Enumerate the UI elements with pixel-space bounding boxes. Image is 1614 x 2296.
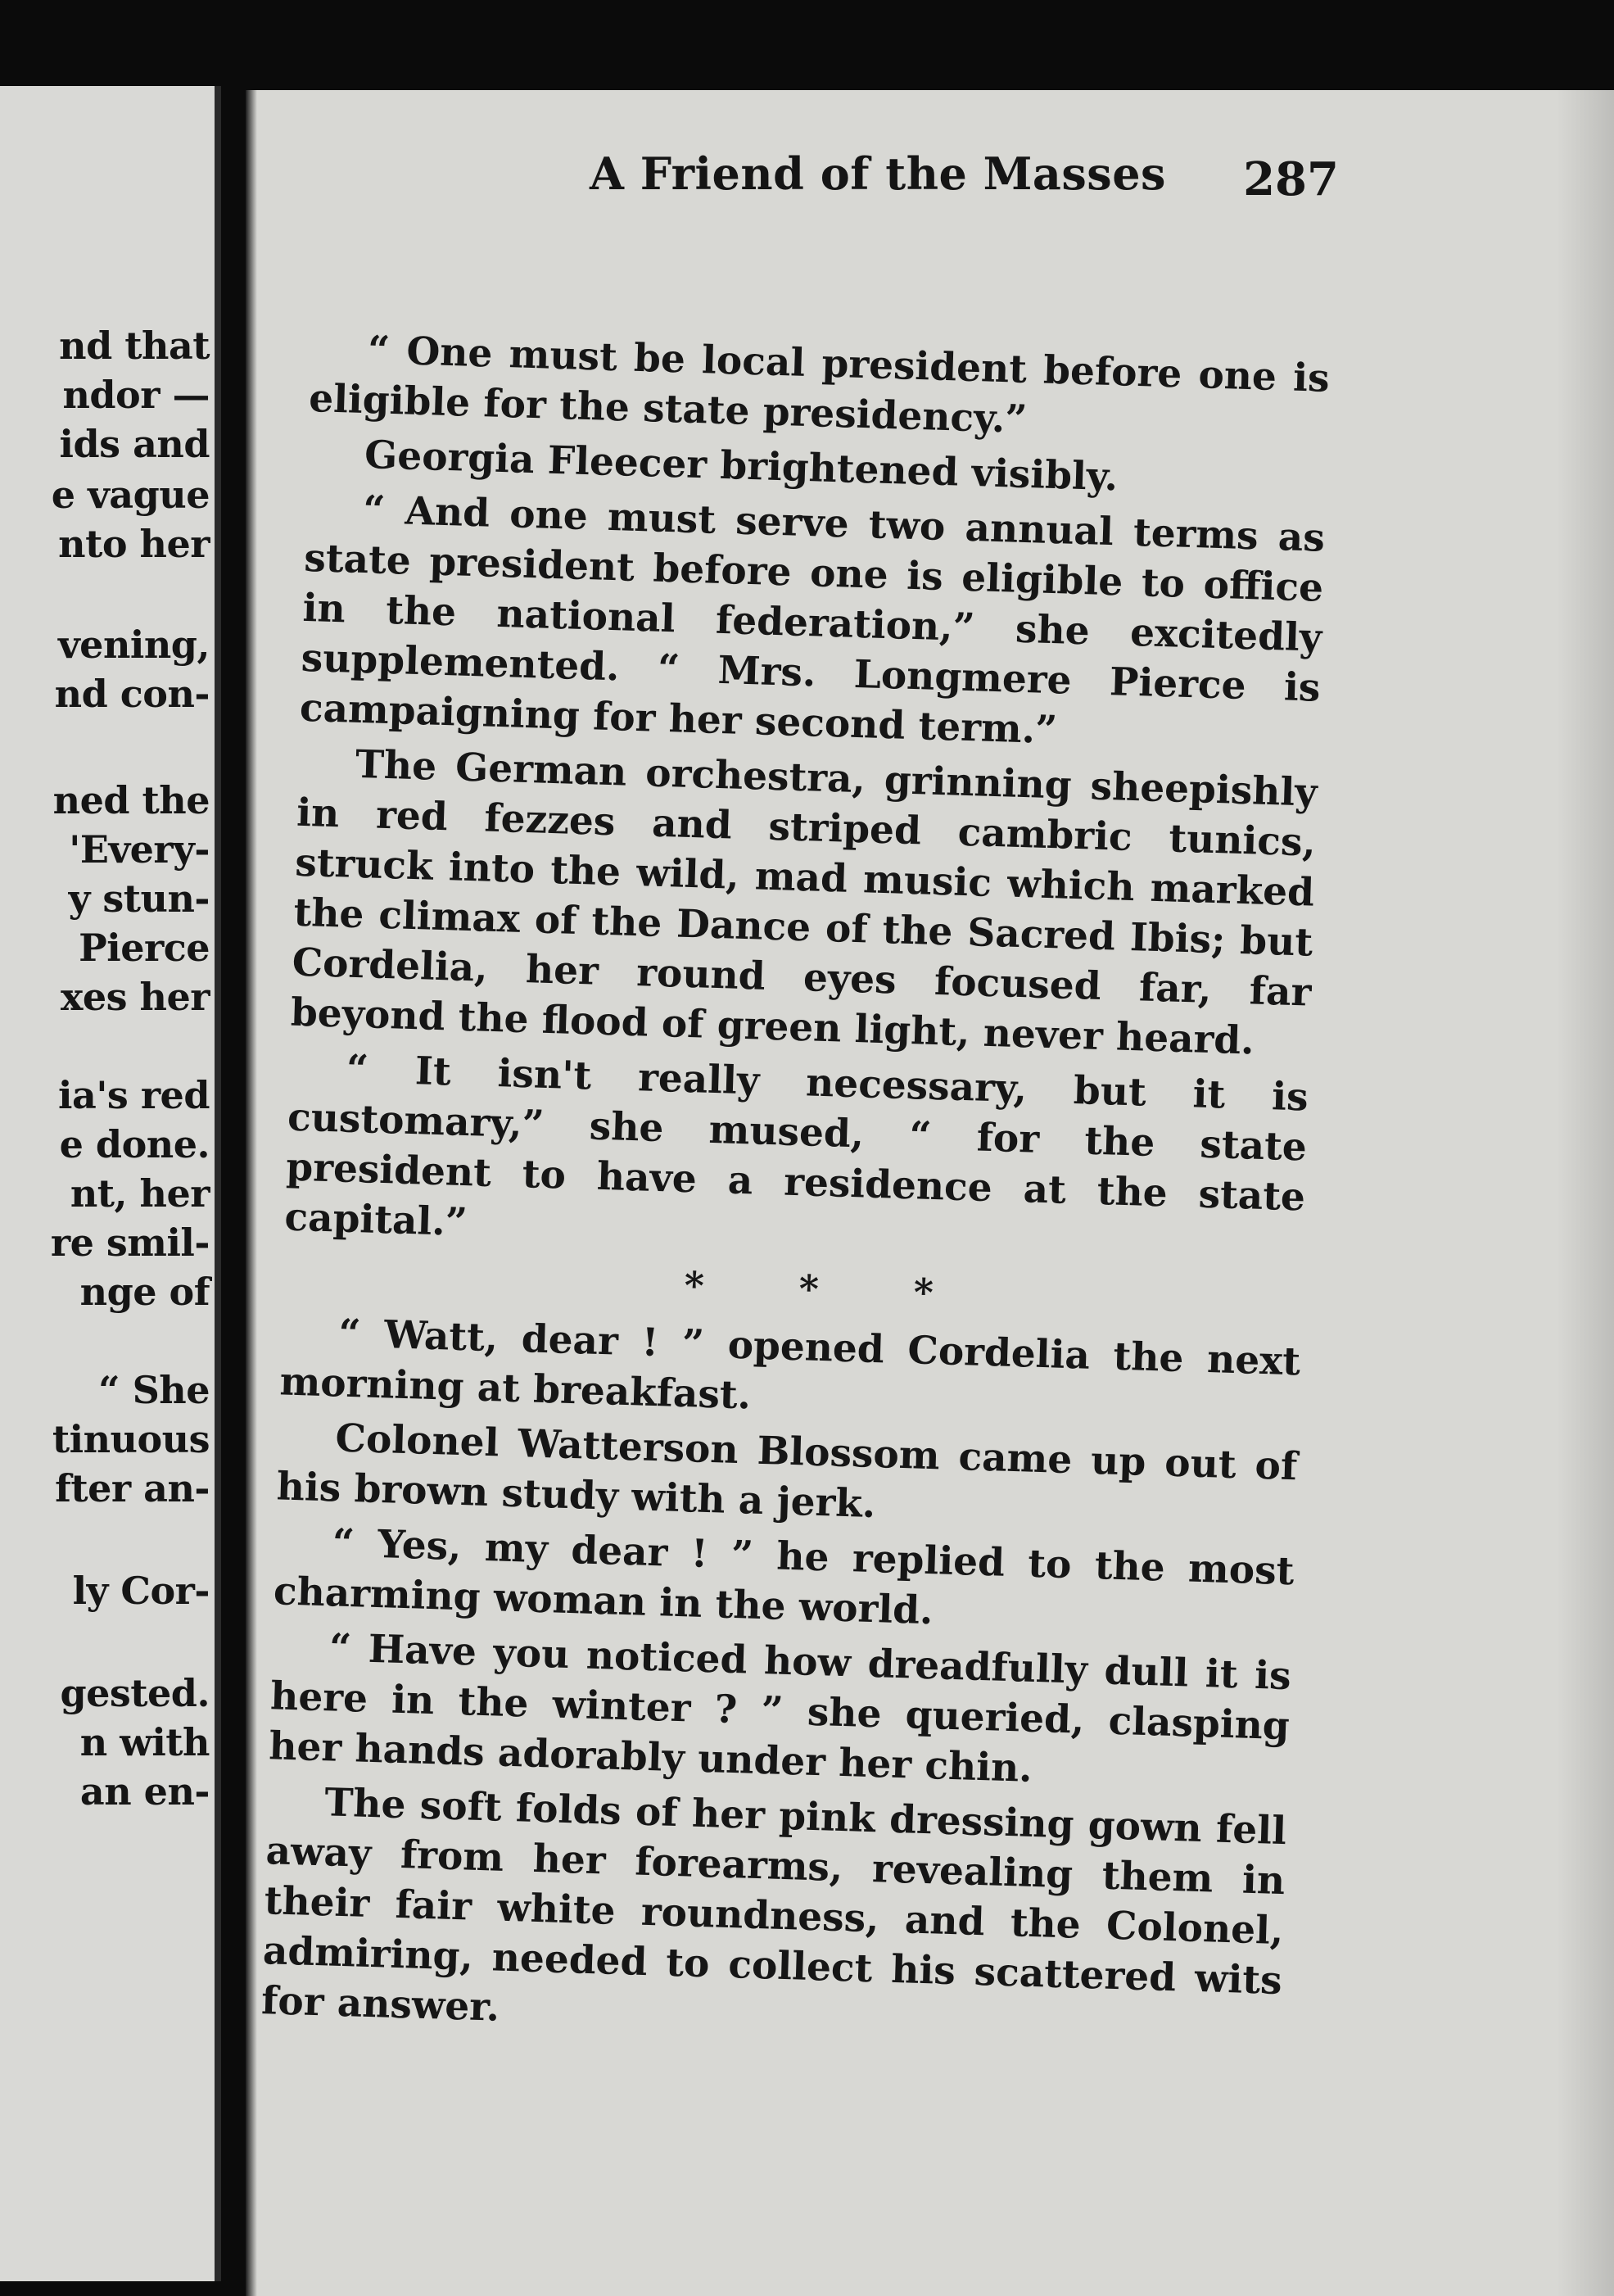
left-page-fragment: tinuous bbox=[52, 1417, 210, 1461]
left-page-fragment: “ She bbox=[98, 1368, 210, 1412]
paragraph: Georgia Fleecer brightened visibly. bbox=[364, 432, 1119, 500]
running-title: A Friend of the Masses bbox=[590, 147, 1166, 200]
left-page-fragment: vening, bbox=[57, 623, 210, 667]
left-page-fragment: nge of bbox=[79, 1270, 210, 1314]
paragraph: “ It isn't really necessary, but it is customary,” she mused, “ for the state president to have a residence at the state capital.” bbox=[283, 1046, 1309, 1246]
left-page-fragment: y stun- bbox=[68, 876, 210, 921]
page-header bbox=[344, 147, 1339, 213]
left-page-fragment: gested. bbox=[60, 1671, 210, 1715]
left-page-fragment: nd that bbox=[59, 324, 210, 368]
section-break: * * * bbox=[683, 1263, 975, 1316]
left-page-fragment: ly Cor- bbox=[72, 1569, 210, 1613]
paragraph: “ Yes, my dear ! ” he replied to the most charming woman in the world. bbox=[273, 1520, 1295, 1634]
left-page-fragment: re smil- bbox=[50, 1220, 210, 1265]
body-text bbox=[260, 324, 1330, 2061]
page-number: 287 bbox=[1243, 152, 1339, 206]
left-page-fragment: 'Every- bbox=[69, 827, 210, 872]
left-page-fragment: xes her bbox=[60, 975, 210, 1019]
paragraph: “ One must be local president before one is eligible for the state presidency.” bbox=[308, 328, 1331, 442]
left-page-fragment: nd con- bbox=[54, 672, 210, 716]
left-page-fragment: e vague bbox=[51, 473, 210, 517]
left-page-fragment: fter an- bbox=[55, 1466, 210, 1510]
left-page-fragment: e done. bbox=[59, 1122, 210, 1166]
paragraph: Colonel Watterson Blossom came up out of his brown study with a jerk. bbox=[276, 1415, 1298, 1528]
left-page-fragment: n with bbox=[79, 1720, 210, 1764]
left-page-fragment: ned the bbox=[52, 778, 210, 822]
paragraph: The German orchestra, grinning sheepishly in red fezzes and striped cambric tunics, struck into the wild, mad music which marked the climax of the Dance of the Sacred Ibis; but Cordelia, her round eyes focused far, far beyond the flood of green light, never heard. bbox=[290, 741, 1318, 1064]
paragraph: The soft folds of her pink dressing gown fell away from her forearms, revealing them in their fair white roundness, and the Colonel, admiring, needed to collect his scattered wits for answer. bbox=[260, 1780, 1287, 2031]
left-page-fragment: nto her bbox=[58, 522, 210, 566]
left-page-fragment: Pierce bbox=[79, 926, 210, 970]
paragraph: “ Have you noticed how dreadfully dull it is here in the winter ? ” she queried, clasping her hands adorably under her chin. bbox=[268, 1625, 1292, 1791]
left-page-fragment: an en- bbox=[79, 1769, 210, 1814]
left-page-fragment: ndor — bbox=[62, 373, 210, 417]
paragraph: “ And one must serve two annual terms as state president before one is eligible to office in the national federation,” she excitedly supplemented. “ Mrs. Longmere Pierce is campaigning for her second term.” bbox=[299, 487, 1326, 754]
left-page-fragment: nt, her bbox=[70, 1171, 210, 1216]
facing-page-left bbox=[0, 86, 221, 2281]
left-page-fragment: ia's red bbox=[58, 1073, 210, 1117]
left-page-fragment: ids and bbox=[59, 422, 210, 466]
paragraph: “ Watt, dear ! ” opened Cordelia the next morning at breakfast. bbox=[278, 1311, 1301, 1419]
